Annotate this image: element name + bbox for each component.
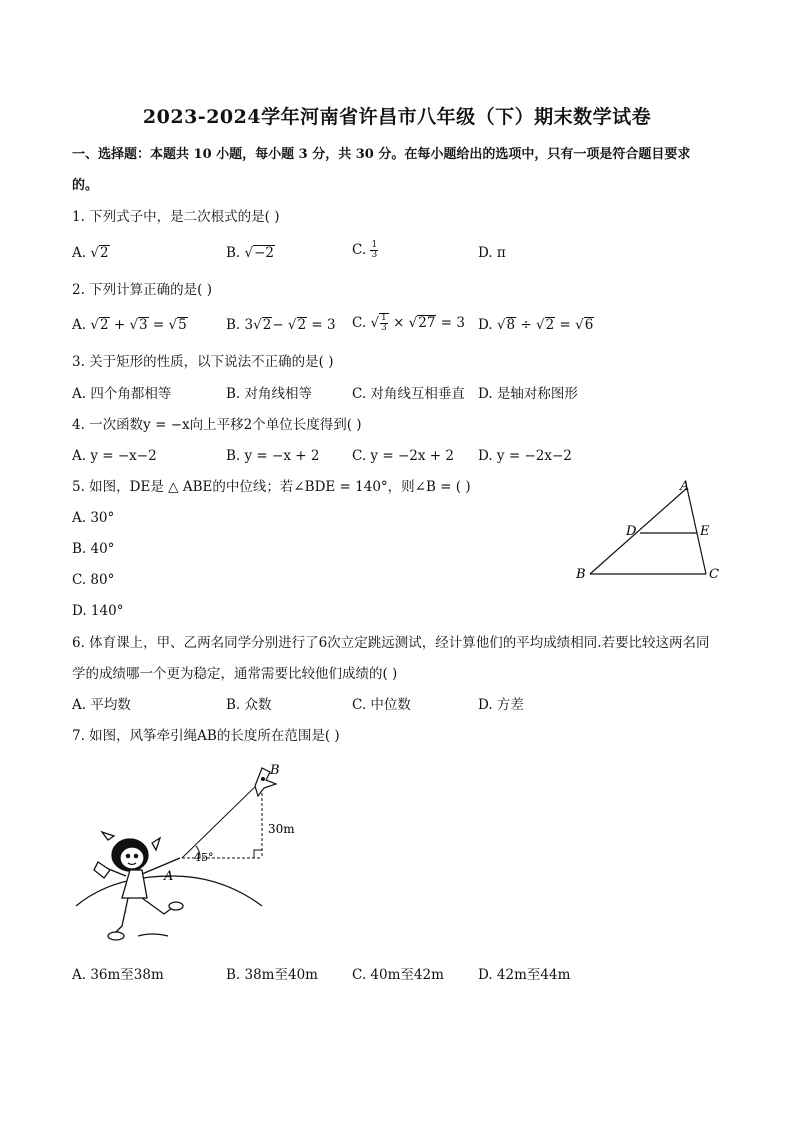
question-1-option-c: [352, 240, 378, 260]
vertex-label-c: C: [709, 567, 719, 582]
page-title: 2023-2024学年河南省许昌市八年级（下）期末数学试卷: [142, 106, 652, 128]
question-3-option-c: C. 对角线互相垂直: [352, 386, 465, 402]
question-3-stem: 3. 关于矩形的性质，以下说法不正确的是( ): [72, 354, 334, 370]
question-7-option-a: A. 36m至38m: [72, 967, 164, 983]
question-4-option-d: D. y = −2x−2: [478, 448, 572, 464]
question-6-option-a: A. 平均数: [72, 697, 131, 713]
side-ab: [590, 488, 687, 574]
vertex-label-b: B: [576, 567, 586, 582]
question-3-option-a: A. 四个角都相等: [72, 386, 172, 402]
question-7-option-c: C. 40m至42m: [352, 967, 444, 983]
question-4-option-a: A. y = −x−2: [72, 448, 157, 464]
option-label: C.: [352, 315, 371, 331]
option-label: B.: [226, 245, 245, 261]
question-2-stem: 2. 下列计算正确的是( ): [72, 282, 212, 298]
question-1-option-b: [226, 243, 275, 263]
kite-string: [182, 780, 262, 858]
vertex-label-a: A: [680, 479, 690, 494]
question-5-option-b: B. 40°: [72, 541, 115, 557]
question-6-stem-line1: 6. 体育课上，甲、乙两名同学分别进行了6次立定跳远测试，经计算他们的平均成绩相同.若要比较这两名同: [72, 635, 710, 651]
question-3-option-d: D. 是轴对称图形: [478, 386, 578, 402]
question-2-option-d: D. √8 ÷ √2 = √6: [478, 317, 594, 333]
question-1-stem: 1. 下列式子中，是二次根式的是( ): [72, 209, 280, 225]
question-6-stem-line2: 学的成绩哪一个更为稳定，通常需要比较他们成绩的( ): [72, 666, 398, 682]
sqrt-neg-2: √−2: [244, 245, 275, 261]
question-2-option-b: B. 3√2− √2 = 3: [226, 317, 336, 333]
question-6-option-c: C. 中位数: [352, 697, 411, 713]
question-1-option-a: [72, 243, 110, 263]
point-label-b: B: [270, 763, 280, 778]
question-2-option-c: C. √ $\frac{1}{3}$ × √27 = 3: [352, 313, 465, 333]
question-7-stem: 7. 如图，风筝牵引绳AB的长度所在范围是( ): [72, 728, 340, 744]
girl-flying-kite-icon: [94, 832, 183, 940]
height-label: 30m: [268, 822, 295, 836]
question-6-option-b: B. 众数: [226, 697, 272, 713]
question-5-option-c: C. 80°: [72, 572, 115, 588]
section-instructions-line2: 的。: [72, 178, 99, 193]
option-label: A.: [72, 317, 91, 333]
section-instructions-line1: 一、选择题：本题共 10 小题，每小题 3 分，共 30 分。在每小题给出的选项中，只有一项是符合题目要求: [72, 147, 691, 162]
question-6-option-d: D. 方差: [478, 697, 524, 713]
question-3-option-b: B. 对角线相等: [226, 386, 313, 402]
question-7-option-b: B. 38m至40m: [226, 967, 318, 983]
question-1-option-d: D. π: [478, 245, 506, 261]
question-5-option-d: D. 140°: [72, 603, 124, 619]
fraction-1-3: $\frac{1}{3}$: [371, 240, 378, 260]
question-4-option-c: C. y = −2x + 2: [352, 448, 454, 464]
option-label: B.: [226, 317, 245, 333]
vertex-label-d: D: [626, 524, 637, 539]
option-label: C.: [352, 242, 371, 258]
question-2-option-a: A. √2 + √3 = √5: [72, 317, 187, 333]
angle-label: 45°: [194, 851, 214, 864]
option-label: A.: [72, 245, 91, 261]
right-angle-mark: [254, 850, 262, 858]
point-label-a: A: [164, 869, 174, 884]
question-4-option-b: B. y = −x + 2: [226, 448, 320, 464]
question-7-option-d: D. 42m至44m: [478, 967, 571, 983]
kite-figure: [72, 758, 302, 953]
vertex-label-e: E: [700, 524, 710, 539]
triangle-figure: [570, 478, 730, 586]
question-5-stem: 5. 如图，DE是 △ ABE的中位线；若∠BDE = 140°，则∠B = ( ): [72, 479, 471, 495]
question-5-option-a: A. 30°: [72, 510, 115, 526]
sqrt-2: √2: [90, 245, 109, 261]
option-label: D.: [478, 317, 497, 333]
question-4-stem: 4. 一次函数y = −x向上平移2个单位长度得到( ): [72, 417, 362, 433]
